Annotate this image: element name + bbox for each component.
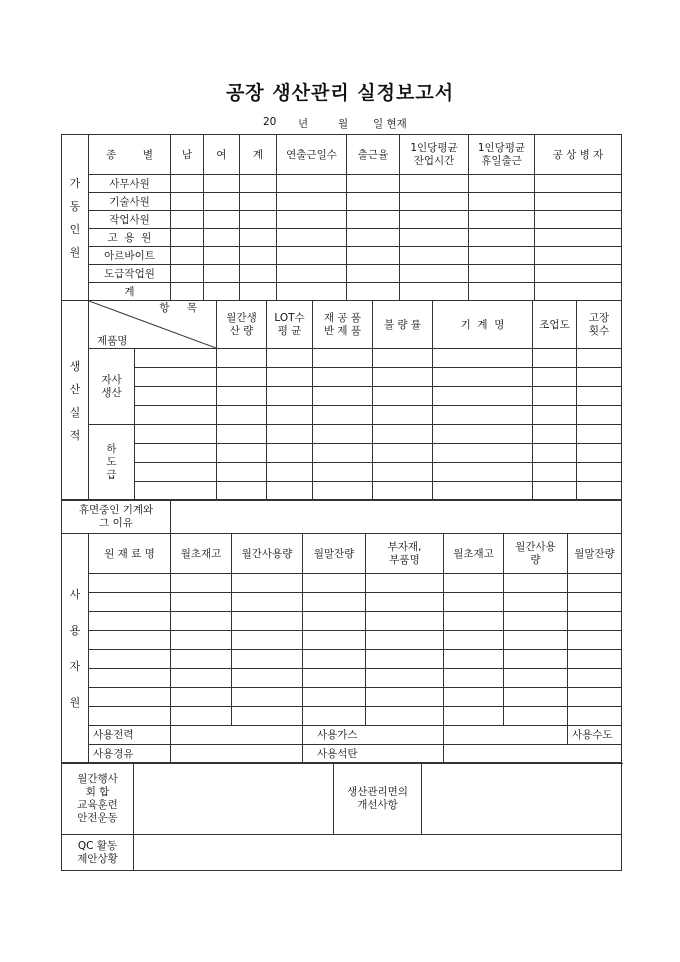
data-cell[interactable]: [232, 688, 303, 707]
data-cell[interactable]: [303, 612, 366, 631]
data-cell[interactable]: [366, 593, 444, 612]
data-cell[interactable]: [277, 283, 347, 301]
data-cell[interactable]: [347, 229, 400, 247]
data-cell[interactable]: [504, 593, 568, 612]
data-cell[interactable]: [568, 593, 622, 612]
data-cell[interactable]: [433, 482, 533, 501]
data-cell[interactable]: [217, 387, 267, 406]
data-cell[interactable]: [303, 707, 366, 726]
data-cell[interactable]: [433, 368, 533, 387]
production-section-char: 실: [69, 405, 81, 419]
workers-section-char: 가: [69, 176, 81, 190]
data-cell[interactable]: [240, 283, 277, 301]
production-section-char: 적: [69, 428, 81, 442]
data-cell[interactable]: [533, 368, 577, 387]
data-cell[interactable]: [577, 368, 622, 387]
data-cell[interactable]: [533, 482, 577, 501]
data-cell[interactable]: [171, 247, 204, 265]
data-cell[interactable]: [469, 193, 535, 211]
data-cell[interactable]: [366, 650, 444, 669]
data-cell[interactable]: [366, 631, 444, 650]
column-header: 월초재고: [444, 534, 504, 574]
data-cell[interactable]: [373, 406, 433, 425]
data-cell[interactable]: [171, 593, 232, 612]
data-cell[interactable]: [135, 368, 217, 387]
data-cell[interactable]: [217, 482, 267, 501]
data-cell[interactable]: [267, 482, 313, 501]
data-cell[interactable]: [217, 406, 267, 425]
data-cell[interactable]: [217, 444, 267, 463]
data-cell[interactable]: [303, 669, 366, 688]
worker-row-label: 도급작업원: [89, 265, 171, 283]
data-cell[interactable]: [171, 650, 232, 669]
data-cell[interactable]: [240, 265, 277, 283]
data-cell[interactable]: [135, 387, 217, 406]
data-cell[interactable]: [204, 175, 240, 193]
data-cell[interactable]: [568, 631, 622, 650]
workers-section-label: [62, 135, 89, 301]
data-cell[interactable]: [568, 612, 622, 631]
data-cell[interactable]: [373, 349, 433, 368]
data-cell[interactable]: [400, 229, 469, 247]
data-cell[interactable]: [469, 175, 535, 193]
data-cell[interactable]: [204, 229, 240, 247]
electricity-input[interactable]: [171, 726, 303, 745]
production-section-label: [62, 301, 89, 501]
data-cell[interactable]: [277, 265, 347, 283]
data-cell[interactable]: [277, 193, 347, 211]
data-cell[interactable]: [535, 175, 622, 193]
materials-section-char: 원: [69, 695, 81, 709]
data-cell[interactable]: [303, 631, 366, 650]
gas-input[interactable]: [444, 726, 568, 745]
qc-activity-label: QC 활동 제안상황: [62, 835, 134, 871]
data-cell[interactable]: [313, 425, 373, 444]
data-cell[interactable]: [135, 463, 217, 482]
worker-row-label: 기술사원: [89, 193, 171, 211]
qc-activity-input[interactable]: [134, 835, 622, 871]
data-cell[interactable]: [240, 229, 277, 247]
data-cell[interactable]: [217, 368, 267, 387]
data-cell[interactable]: [373, 444, 433, 463]
data-cell[interactable]: [504, 707, 568, 726]
data-cell[interactable]: [303, 574, 366, 593]
document-title: 공장 생산관리 실정보고서: [225, 82, 455, 104]
data-cell[interactable]: [232, 650, 303, 669]
data-cell[interactable]: [171, 229, 204, 247]
data-cell[interactable]: [535, 283, 622, 301]
data-cell[interactable]: [433, 444, 533, 463]
column-header: 부자재, 부품명: [366, 534, 444, 574]
column-header: 출근율: [347, 135, 400, 175]
data-cell[interactable]: [277, 247, 347, 265]
data-cell[interactable]: [347, 211, 400, 229]
data-cell[interactable]: [400, 265, 469, 283]
data-cell[interactable]: [89, 669, 171, 688]
column-header: LOT수 평 균: [267, 301, 313, 349]
data-cell[interactable]: [303, 650, 366, 669]
column-header: 월간사용량: [232, 534, 303, 574]
data-cell[interactable]: [366, 669, 444, 688]
data-cell[interactable]: [444, 593, 504, 612]
coal-input[interactable]: [444, 745, 622, 764]
workers-section-char: 인: [69, 222, 81, 236]
column-header: 월초재고: [171, 534, 232, 574]
data-cell[interactable]: [135, 425, 217, 444]
data-cell[interactable]: [89, 707, 171, 726]
data-cell[interactable]: [535, 229, 622, 247]
data-cell[interactable]: [444, 574, 504, 593]
data-cell[interactable]: [444, 631, 504, 650]
events-qc-table: [61, 762, 622, 871]
data-cell[interactable]: [347, 283, 400, 301]
data-cell[interactable]: [373, 368, 433, 387]
data-cell[interactable]: [89, 574, 171, 593]
electricity-label: 사용전력: [89, 726, 171, 745]
column-header: 원 재 료 명: [89, 534, 171, 574]
column-header: 여: [204, 135, 240, 175]
data-cell[interactable]: [444, 669, 504, 688]
data-cell[interactable]: [232, 669, 303, 688]
data-cell[interactable]: [171, 612, 232, 631]
materials-section-label: [62, 534, 89, 764]
workers-section-char: 원: [69, 245, 81, 259]
data-cell[interactable]: [577, 482, 622, 501]
data-cell[interactable]: [535, 193, 622, 211]
data-cell[interactable]: [535, 247, 622, 265]
column-header: 월간생 산 량: [217, 301, 267, 349]
column-header: 고장 횟수: [577, 301, 622, 349]
data-cell[interactable]: [232, 707, 303, 726]
data-cell[interactable]: [504, 574, 568, 593]
data-cell[interactable]: [277, 211, 347, 229]
data-cell[interactable]: [469, 283, 535, 301]
data-cell[interactable]: [313, 406, 373, 425]
corner-product-label: 제품명: [97, 335, 128, 347]
data-cell[interactable]: [171, 688, 232, 707]
gas-label: 사용가스: [303, 726, 444, 745]
column-header: 월간사용 량: [504, 534, 568, 574]
worker-row-label: 사무사원: [89, 175, 171, 193]
data-cell[interactable]: [373, 425, 433, 444]
data-cell[interactable]: [347, 247, 400, 265]
idle-machines-label: 휴면중인 기계와 그 이유: [62, 500, 171, 534]
data-cell[interactable]: [535, 211, 622, 229]
data-cell[interactable]: [373, 387, 433, 406]
materials-table: [61, 533, 622, 764]
data-cell[interactable]: [577, 444, 622, 463]
column-header: 월말잔량: [568, 534, 622, 574]
data-cell[interactable]: [400, 283, 469, 301]
idle-machines-input[interactable]: [171, 500, 622, 534]
data-cell[interactable]: [577, 406, 622, 425]
data-cell[interactable]: [347, 193, 400, 211]
data-cell[interactable]: [303, 688, 366, 707]
improvement-input[interactable]: [422, 763, 622, 835]
data-cell[interactable]: [568, 669, 622, 688]
data-cell[interactable]: [171, 265, 204, 283]
data-cell[interactable]: [433, 387, 533, 406]
data-cell[interactable]: [89, 593, 171, 612]
data-cell[interactable]: [533, 349, 577, 368]
data-cell[interactable]: [577, 463, 622, 482]
data-cell[interactable]: [135, 406, 217, 425]
data-cell[interactable]: [313, 368, 373, 387]
data-cell[interactable]: [366, 707, 444, 726]
data-cell[interactable]: [433, 406, 533, 425]
data-cell[interactable]: [373, 482, 433, 501]
data-cell[interactable]: [171, 211, 204, 229]
data-cell[interactable]: [444, 707, 504, 726]
own-production-label: 자사 생산: [89, 349, 135, 425]
data-cell[interactable]: [533, 444, 577, 463]
data-cell[interactable]: [366, 612, 444, 631]
data-cell[interactable]: [568, 574, 622, 593]
data-cell[interactable]: [232, 574, 303, 593]
column-header: 조업도: [533, 301, 577, 349]
data-cell[interactable]: [204, 211, 240, 229]
production-table: [61, 300, 622, 501]
coal-label: 사용석탄: [303, 745, 444, 764]
data-cell[interactable]: [89, 650, 171, 669]
data-cell[interactable]: [204, 265, 240, 283]
data-cell[interactable]: [504, 612, 568, 631]
date-year-prefix: 20: [263, 116, 277, 128]
data-cell[interactable]: [433, 425, 533, 444]
data-cell[interactable]: [277, 175, 347, 193]
data-cell[interactable]: [366, 574, 444, 593]
data-cell[interactable]: [135, 482, 217, 501]
data-cell[interactable]: [89, 631, 171, 650]
data-cell[interactable]: [535, 265, 622, 283]
column-header: 불 량 률: [373, 301, 433, 349]
materials-section-char: 자: [69, 659, 81, 673]
date-year-label: 년: [298, 118, 309, 130]
data-cell[interactable]: [277, 229, 347, 247]
column-header: 연출근일수: [277, 135, 347, 175]
idle-machines-table: [61, 499, 622, 534]
report-date-line: [0, 116, 680, 130]
data-cell[interactable]: [577, 349, 622, 368]
materials-section-char: 사: [69, 587, 81, 601]
column-header: 월말잔량: [303, 534, 366, 574]
data-cell[interactable]: [135, 349, 217, 368]
diesel-input[interactable]: [171, 745, 303, 764]
data-cell[interactable]: [204, 283, 240, 301]
data-cell[interactable]: [267, 406, 313, 425]
date-month-label: 월: [338, 118, 349, 130]
worker-row-label: 계: [89, 283, 171, 301]
workers-category-header: 종 별: [89, 135, 171, 175]
column-header: 1인당평균 휴일출근: [469, 135, 535, 175]
data-cell[interactable]: [577, 425, 622, 444]
data-cell[interactable]: [313, 482, 373, 501]
data-cell[interactable]: [433, 463, 533, 482]
worker-row-label: 아르바이트: [89, 247, 171, 265]
data-cell[interactable]: [568, 707, 622, 726]
data-cell[interactable]: [204, 247, 240, 265]
data-cell[interactable]: [171, 574, 232, 593]
data-cell[interactable]: [267, 444, 313, 463]
workers-table: [61, 134, 622, 301]
data-cell[interactable]: [204, 193, 240, 211]
data-cell[interactable]: [469, 265, 535, 283]
data-cell[interactable]: [313, 444, 373, 463]
worker-row-label: 작업사원: [89, 211, 171, 229]
data-cell[interactable]: [232, 631, 303, 650]
data-cell[interactable]: [533, 406, 577, 425]
improvement-label: 생산관리면의 개선사항: [334, 763, 422, 835]
column-header: 재 공 품 반 제 품: [313, 301, 373, 349]
data-cell[interactable]: [469, 211, 535, 229]
column-header: 1인당평균 잔업시간: [400, 135, 469, 175]
data-cell[interactable]: [504, 650, 568, 669]
data-cell[interactable]: [171, 669, 232, 688]
data-cell[interactable]: [171, 631, 232, 650]
data-cell[interactable]: [89, 612, 171, 631]
data-cell[interactable]: [240, 211, 277, 229]
data-cell[interactable]: [444, 612, 504, 631]
data-cell[interactable]: [577, 387, 622, 406]
data-cell[interactable]: [232, 612, 303, 631]
diesel-label: 사용경유: [89, 745, 171, 764]
data-cell[interactable]: [303, 593, 366, 612]
production-section-char: 산: [69, 382, 81, 396]
data-cell[interactable]: [313, 387, 373, 406]
monthly-events-label: 월간행사 회 합 교육훈련 안전운동: [62, 763, 134, 835]
data-cell[interactable]: [504, 631, 568, 650]
data-cell[interactable]: [373, 463, 433, 482]
data-cell[interactable]: [504, 669, 568, 688]
corner-item-label: 항 목: [159, 302, 204, 314]
subcontract-label: 하 도 급: [89, 425, 135, 501]
data-cell[interactable]: [135, 444, 217, 463]
data-cell[interactable]: [444, 650, 504, 669]
data-cell[interactable]: [533, 463, 577, 482]
production-section-char: 생: [69, 359, 81, 373]
data-cell[interactable]: [217, 425, 267, 444]
item-product-corner-header: [89, 301, 217, 349]
materials-section-char: 용: [69, 623, 81, 637]
data-cell[interactable]: [469, 229, 535, 247]
data-cell[interactable]: [171, 193, 204, 211]
data-cell[interactable]: [347, 265, 400, 283]
monthly-events-input[interactable]: [134, 763, 334, 835]
data-cell[interactable]: [171, 283, 204, 301]
data-cell[interactable]: [217, 463, 267, 482]
date-day-current-label: 일 현재: [373, 118, 407, 130]
data-cell[interactable]: [267, 425, 313, 444]
data-cell[interactable]: [171, 175, 204, 193]
data-cell[interactable]: [444, 688, 504, 707]
data-cell[interactable]: [267, 349, 313, 368]
column-header: 남: [171, 135, 204, 175]
data-cell[interactable]: [171, 707, 232, 726]
data-cell[interactable]: [240, 193, 277, 211]
workers-section-char: 동: [69, 199, 81, 213]
data-cell[interactable]: [433, 349, 533, 368]
data-cell[interactable]: [217, 349, 267, 368]
data-cell[interactable]: [232, 593, 303, 612]
data-cell[interactable]: [533, 387, 577, 406]
data-cell[interactable]: [240, 247, 277, 265]
data-cell[interactable]: [313, 463, 373, 482]
worker-row-label: 고 용 원: [89, 229, 171, 247]
column-header: 공 상 병 자: [535, 135, 622, 175]
data-cell[interactable]: [347, 175, 400, 193]
data-cell[interactable]: [267, 463, 313, 482]
data-cell[interactable]: [568, 688, 622, 707]
data-cell[interactable]: [504, 688, 568, 707]
data-cell[interactable]: [469, 247, 535, 265]
data-cell[interactable]: [400, 193, 469, 211]
data-cell[interactable]: [400, 247, 469, 265]
column-header: 계: [240, 135, 277, 175]
data-cell[interactable]: [400, 175, 469, 193]
data-cell[interactable]: [313, 349, 373, 368]
data-cell[interactable]: [89, 688, 171, 707]
column-header: 기 계 명: [433, 301, 533, 349]
data-cell[interactable]: [568, 650, 622, 669]
data-cell[interactable]: [267, 387, 313, 406]
data-cell[interactable]: [400, 211, 469, 229]
data-cell[interactable]: [240, 175, 277, 193]
data-cell[interactable]: [366, 688, 444, 707]
data-cell[interactable]: [267, 368, 313, 387]
water-label: 사용수도: [568, 726, 622, 745]
data-cell[interactable]: [533, 425, 577, 444]
